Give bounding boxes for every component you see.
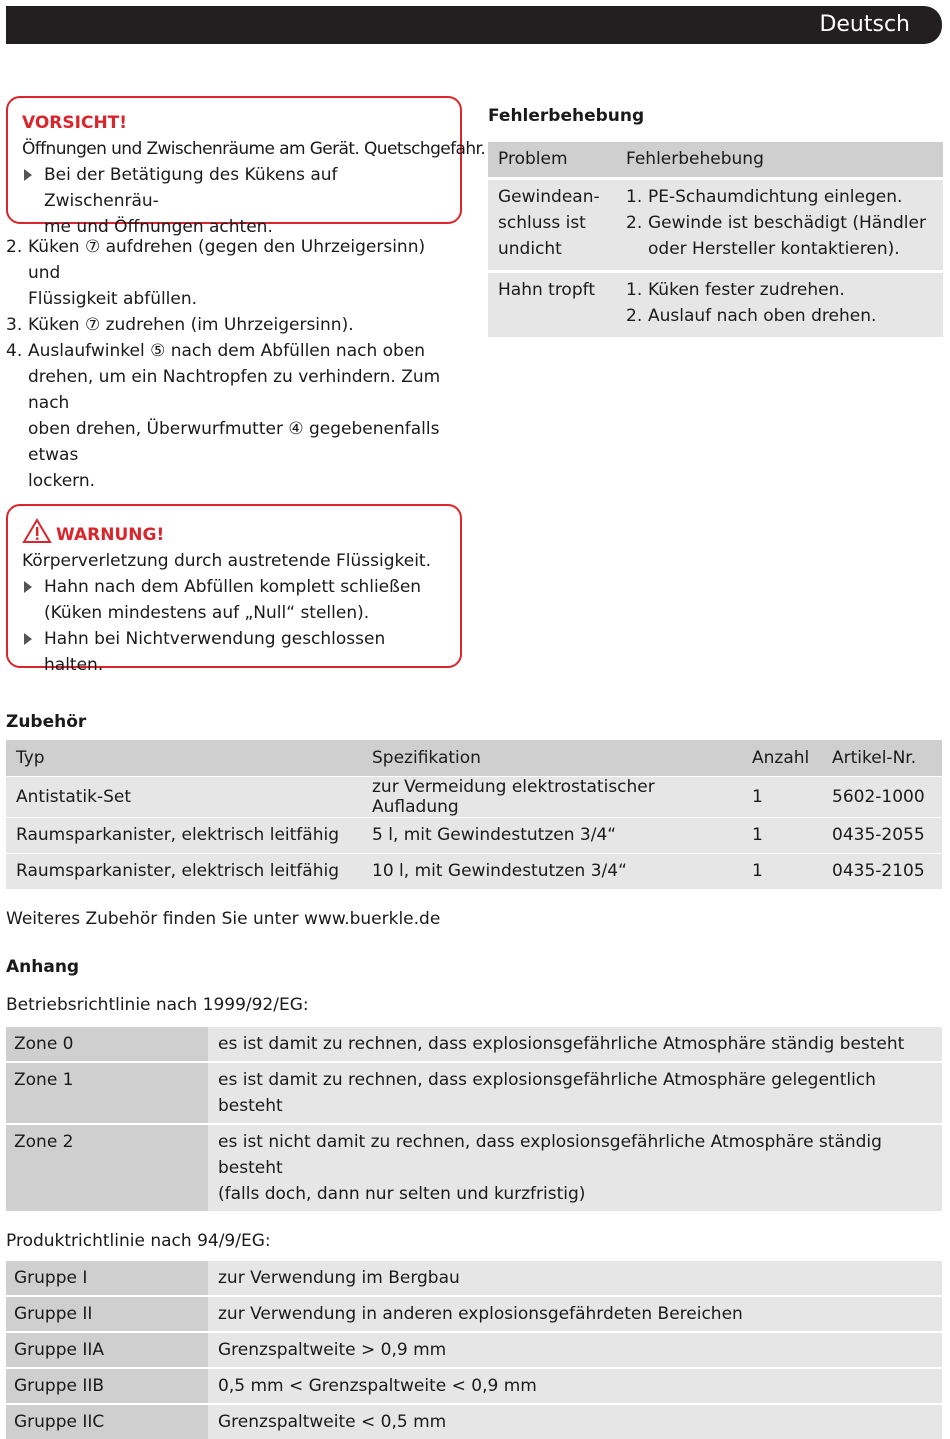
step-line: oben drehen, Überwurfmutter ④ gegebenenfalls etwas [28,419,440,465]
solution-item [626,303,933,329]
solution-number: 1. [626,186,643,207]
table-row [6,1260,942,1296]
zones-table [6,1025,942,1211]
warning-bullet-line: (Küken mindestens auf „Null“ stellen). [44,603,370,623]
problem-line: schluss ist [498,212,586,233]
accessories-section [6,710,942,931]
zone-name: Zone 2 [6,1124,208,1211]
list-item [6,312,462,338]
bullet-triangle-icon [24,581,32,593]
caution-bullet [22,162,446,240]
bullet-triangle-icon [24,169,32,181]
problem-line: Hahn tropft [498,279,595,300]
zone-description [208,1062,942,1124]
table-cell: 10 l, mit Gewindestutzen 3/4“ [362,853,742,889]
group-description: Grenzspaltweite < 0,5 mm [208,1404,942,1439]
solution-cell [616,178,943,271]
table-cell: 1 [742,817,822,853]
zone-description [208,1026,942,1062]
problem-cell [488,178,616,271]
warning-bullet [22,574,446,626]
warning-bullet [22,626,446,678]
warning-title-row [22,518,446,548]
caution-bullet-line: Bei der Betätigung des Kükens auf Zwischenräu- [44,165,338,211]
column-header: Typ [6,740,362,776]
table-cell: 1 [742,776,822,817]
table-cell: Raumsparkanister, elektrisch leitfähig [6,853,362,889]
column-header: Problem [488,142,616,178]
step-number: 3. [6,315,23,335]
group-description: zur Verwendung im Bergbau [208,1260,942,1296]
caution-box [6,96,486,237]
problem-line: undicht [498,238,562,259]
group-description: 0,5 mm < Grenzspaltweite < 0,9 mm [208,1368,942,1404]
solution-number: 2. [626,305,643,326]
table-row [6,1062,942,1124]
solution-line: Gewinde ist beschädigt (Händler [648,212,926,233]
table-header-row [488,142,943,178]
caution-bullet-line: me und Öffnungen achten. [44,217,273,237]
table-row [488,271,943,337]
solution-line: PE-Schaumdichtung einlegen. [648,186,903,207]
warning-triangle-icon [22,518,52,544]
accessories-table [6,740,942,889]
appendix-section [6,955,942,1439]
step-line: lockern. [28,471,96,491]
troubleshooting-heading: Fehlerbehebung [488,106,645,126]
table-header-row [6,740,942,776]
table-row [6,1296,942,1332]
list-item [6,234,462,312]
list-item [6,338,462,494]
solution-line: Küken fester zudrehen. [648,279,845,300]
table-cell: 0435-2055 [822,817,942,853]
troubleshooting-table [488,142,943,337]
group-name: Gruppe IIC [6,1404,208,1439]
caution-title: VORSICHT! [22,113,128,133]
solution-item [626,277,933,303]
table-cell: 0435-2105 [822,853,942,889]
warning-bullet-line: Hahn nach dem Abfüllen komplett schließen [44,577,422,597]
bullet-triangle-icon [24,633,32,645]
table-cell: 5602-1000 [822,776,942,817]
appendix-heading: Anhang [6,957,80,977]
accessories-note: Weiteres Zubehör finden Sie unter www.buerkle.de [6,909,441,929]
left-column [6,96,486,675]
table-row [6,853,942,889]
accessories-heading: Zubehör [6,712,87,732]
warning-bullets [22,574,446,678]
solution-item [626,210,933,262]
instruction-steps [6,234,462,494]
table-cell: 1 [742,853,822,889]
table-row [6,776,942,817]
table-cell: 5 l, mit Gewindestutzen 3/4“ [362,817,742,853]
step-number: 2. [6,237,23,257]
column-header: Anzahl [742,740,822,776]
problem-line: Gewindean- [498,186,600,207]
column-header: Artikel-Nr. [822,740,942,776]
group-name: Gruppe IIB [6,1368,208,1404]
group-name: Gruppe II [6,1296,208,1332]
step-number: 4. [6,341,23,361]
step-line: Flüssigkeit abfüllen. [28,289,198,309]
zone-description-line: (falls doch, dann nur selten und kurzfristig) [218,1184,586,1204]
warning-bullet-line: Hahn bei Nichtverwendung geschlossen halten. [44,629,386,675]
solution-item [626,184,933,210]
table-row [6,1368,942,1404]
table-row [6,817,942,853]
table-cell: Antistatik-Set [6,776,362,817]
caution-text: Öffnungen und Zwischenräume am Gerät. Quetschgefahr. [22,139,486,159]
table-cell: zur Vermeidung elektrostatischer Aufladung [362,776,742,817]
step-line: drehen, um ein Nachtropfen zu verhindern. Zum nach [28,367,441,413]
directive-1999-label: Betriebsrichtlinie nach 1999/92/EG: [6,995,309,1015]
solution-line: oder Hersteller kontaktieren). [648,238,900,259]
header-bar [6,6,942,44]
zone-description [208,1124,942,1211]
warning-box [6,504,462,675]
group-description: zur Verwendung in anderen explosionsgefährdeten Bereichen [208,1296,942,1332]
language-label: Deutsch [819,12,910,37]
warning-title: WARNUNG! [56,525,165,545]
solution-line: Auslauf nach oben drehen. [648,305,877,326]
solution-number: 2. [626,212,643,233]
column-header: Fehlerbehebung [616,142,943,178]
right-column [488,104,943,337]
groups-table [6,1259,942,1439]
group-name: Gruppe IIA [6,1332,208,1368]
group-description: Grenzspaltweite > 0,9 mm [208,1332,942,1368]
problem-cell [488,271,616,337]
step-line: Auslaufwinkel ⑤ nach dem Abfüllen nach oben [28,341,426,361]
zone-description-line: es ist damit zu rechnen, dass explosionsgefährliche Atmosphäre gelegentlich besteht [218,1070,876,1116]
table-row [6,1332,942,1368]
table-row [6,1124,942,1211]
directive-94-label: Produktrichtlinie nach 94/9/EG: [6,1231,271,1251]
group-name: Gruppe I [6,1260,208,1296]
zone-name: Zone 0 [6,1026,208,1062]
zone-name: Zone 1 [6,1062,208,1124]
solution-cell [616,271,943,337]
zone-description-line: es ist damit zu rechnen, dass explosionsgefährliche Atmosphäre ständig besteht [218,1034,905,1054]
solution-number: 1. [626,279,643,300]
step-line: Küken ⑦ aufdrehen (gegen den Uhrzeigersinn) und [28,237,426,283]
table-row [6,1404,942,1439]
table-row [6,1026,942,1062]
table-cell: Raumsparkanister, elektrisch leitfähig [6,817,362,853]
step-line: Küken ⑦ zudrehen (im Uhrzeigersinn). [28,315,354,335]
column-header: Spezifikation [362,740,742,776]
table-row [488,178,943,271]
zone-description-line: es ist nicht damit zu rechnen, dass explosionsgefährliche Atmosphäre ständig besteht [218,1132,882,1178]
warning-text: Körperverletzung durch austretende Flüssigkeit. [22,551,431,571]
